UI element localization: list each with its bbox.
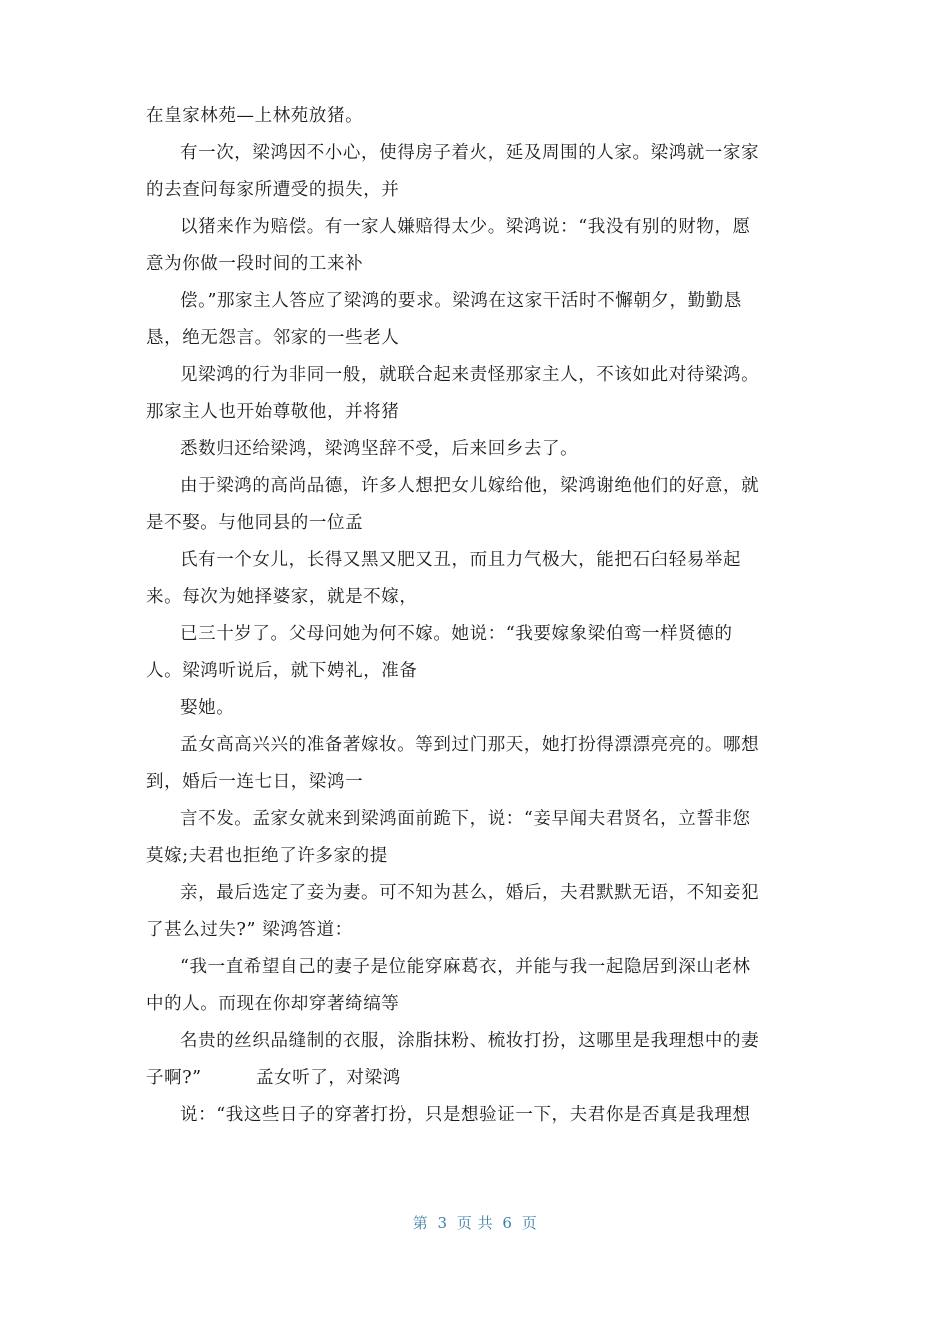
text-line: 那家主人也开始尊敬他，并将猪 xyxy=(146,402,400,422)
total-pages-number: 6 xyxy=(502,1214,513,1232)
text-line: 已三十岁了。父母问她为何不嫁。她说：“我要嫁象梁伯鸾一样贤德的 xyxy=(180,624,733,644)
text-line: 悉数归还给梁鸿，梁鸿坚辞不受，后来回乡去了。 xyxy=(180,439,579,459)
text-line: 在皇家林苑—上林苑放猪。 xyxy=(146,106,364,126)
current-page-number: 3 xyxy=(437,1214,448,1232)
text-line: 孟女高高兴兴的准备著嫁妆。等到过门那天，她打扮得漂漂亮亮的。哪想 xyxy=(180,735,760,755)
text-line: 偿。”那家主人答应了梁鸿的要求。梁鸿在这家干活时不懈朝夕，勤勤恳 xyxy=(180,291,742,311)
text-line: 来。每次为她择婆家，就是不嫁， xyxy=(146,587,418,607)
text-line: “我一直希望自己的妻子是位能穿麻葛衣，并能与我一起隐居到深山老林 xyxy=(180,957,751,977)
footer-label-of: 页 共 xyxy=(456,1214,494,1232)
text-line: 意为你做一段时间的工来补 xyxy=(146,254,364,274)
text-line: 由于梁鸿的高尚品德，许多人想把女儿嫁给他，梁鸿谢绝他们的好意，就 xyxy=(180,476,760,496)
text-line: 见梁鸿的行为非同一般，就联合起来责怪那家主人，不该如此对待梁鸿。 xyxy=(180,365,760,385)
text-line: 娶她。 xyxy=(180,698,235,718)
text-line: 子啊?” 孟女听了，对梁鸿 xyxy=(146,1068,401,1088)
text-line: 莫嫁;夫君也拒绝了许多家的提 xyxy=(146,846,388,866)
text-line: 有一次，梁鸿因不小心，使得房子着火，延及周围的人家。梁鸿就一家家 xyxy=(180,143,760,163)
text-line: 言不发。孟家女就来到梁鸿面前跪下，说：“妾早闻夫君贤名，立誓非您 xyxy=(180,809,751,829)
text-line: 人。梁鸿听说后，就下娉礼，准备 xyxy=(146,661,418,681)
text-line: 中的人。而现在你却穿著绮缟等 xyxy=(146,994,400,1014)
footer-label-page: 第 xyxy=(412,1214,429,1232)
text-line: 恳，绝无怨言。邻家的一些老人 xyxy=(146,328,400,348)
document-body xyxy=(146,98,806,1134)
text-line: 到，婚后一连七日，梁鸿一 xyxy=(146,772,364,792)
text-line: 以猪来作为赔偿。有一家人嫌赔得太少。梁鸿说：“我没有别的财物，愿 xyxy=(180,217,751,237)
text-line: 的去查问每家所遭受的损失，并 xyxy=(146,180,400,200)
text-line: 名贵的丝织品缝制的衣服，涂脂抹粉、梳妆打扮，这哪里是我理想中的妻 xyxy=(180,1031,760,1051)
text-line: 是不娶。与他同县的一位孟 xyxy=(146,513,364,533)
page-footer xyxy=(0,1212,950,1233)
footer-label-pages: 页 xyxy=(521,1214,538,1232)
text-line: 说：“我这些日子的穿著打扮，只是想验证一下，夫君你是否真是我理想 xyxy=(180,1105,751,1125)
text-line: 了甚么过失?” 梁鸿答道： xyxy=(146,920,353,940)
text-line: 亲，最后选定了妾为妻。可不知为甚么，婚后，夫君默默无语，不知妾犯 xyxy=(180,883,760,903)
body-text xyxy=(146,98,806,1134)
text-line: 氏有一个女儿，长得又黑又肥又丑，而且力气极大，能把石臼轻易举起 xyxy=(180,550,742,570)
